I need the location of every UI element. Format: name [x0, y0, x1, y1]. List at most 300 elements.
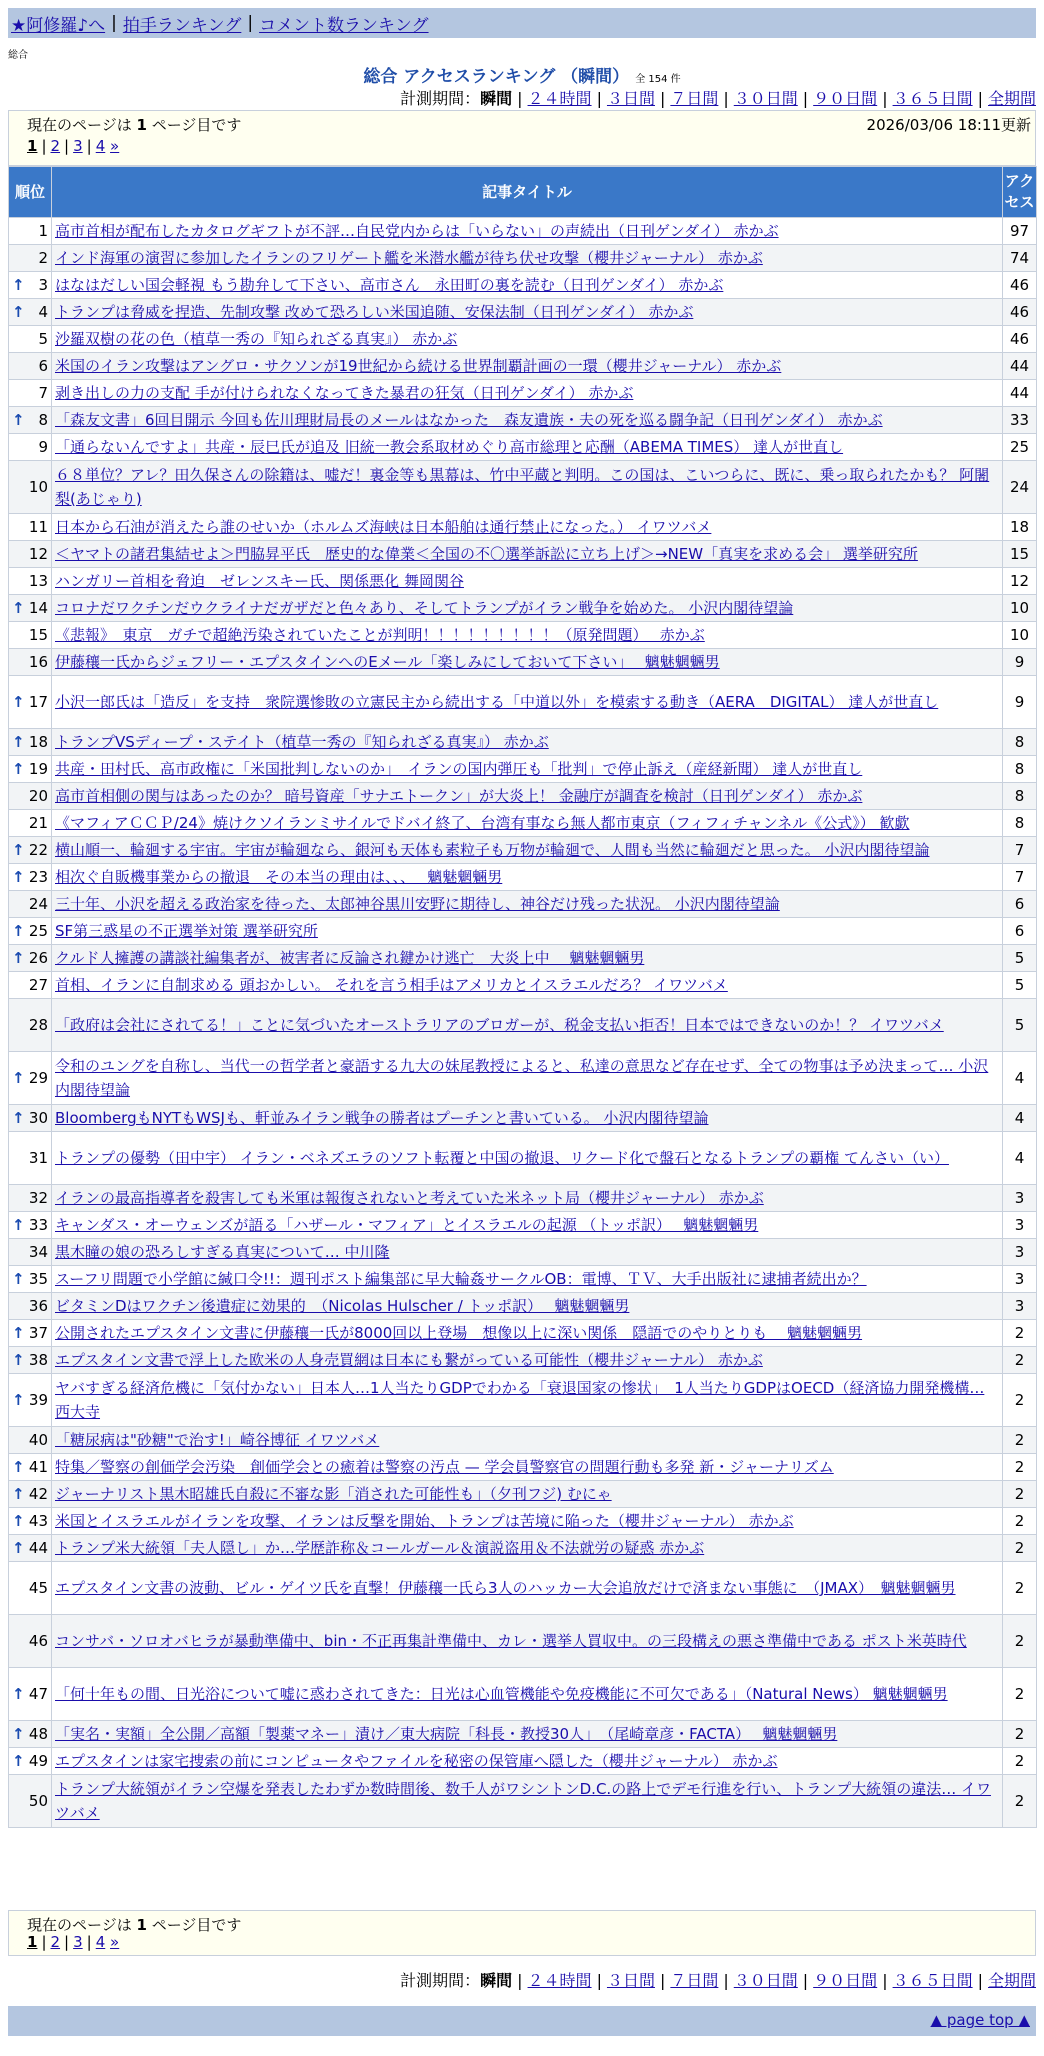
rank-number: 20 [28, 787, 48, 805]
rank-up-arrow-icon: ↑ [12, 693, 25, 711]
rank-cell [9, 595, 52, 622]
access-count: 2 [1003, 1562, 1037, 1615]
article-link[interactable]: ビタミンDはワクチン後遺症に効果的 （Nicolas Hulscher / トッポ訳） 魑魅魍魎男 [55, 1297, 630, 1315]
rank-number: 7 [38, 384, 48, 402]
table-row [9, 1508, 1037, 1535]
rank-up-arrow-icon: ↑ [12, 1512, 25, 1530]
rank-up-arrow-icon: ↑ [12, 411, 25, 429]
table-row [9, 380, 1037, 407]
period-current: 瞬間 [480, 1971, 513, 1990]
period-option[interactable]: ３０日間 [733, 89, 798, 108]
page-link[interactable]: 4 [95, 137, 106, 155]
article-link[interactable]: エプスタインは家宅捜索の前にコンピュータやファイルを秘密の保管庫へ隠した（櫻井ジャーナル） 赤かぶ [55, 1752, 778, 1770]
rank-up-arrow-icon: ↑ [12, 276, 25, 294]
page-separator: | [41, 137, 47, 155]
rank-number: 2 [38, 249, 48, 267]
period-option[interactable]: ３０日間 [733, 1971, 798, 1990]
total-count: 全 154 件 [635, 74, 681, 85]
rank-number: 21 [28, 814, 48, 832]
article-link[interactable]: 「森友文書」6回目開示 今回も佐川理財局長のメールはなかった 森友遺族・夫の死を巡る闘争記（日刊ゲンダイ） 赤かぶ [55, 411, 883, 429]
rank-number: 39 [28, 1391, 48, 1409]
title-cell [52, 1132, 1003, 1185]
article-link[interactable]: トランプの優勢（田中宇） イラン・ベネズエラのソフト転覆と中国の撤退、リクード化で盤石となるトランプの覇権 てんさい（い） [55, 1149, 949, 1167]
rank-up-arrow-icon: ↑ [12, 922, 25, 940]
table-row [9, 810, 1037, 837]
page-link[interactable]: 3 [73, 137, 83, 155]
period-option[interactable]: ７日間 [670, 1971, 719, 1990]
article-link[interactable]: 小沢一郎氏は「造反」を支持 衆院選惨敗の立憲民主から続出する「中道以外」を模索する動き（AERA DIGITAL） 達人が世直し [55, 693, 939, 711]
page-title [0, 62, 1044, 87]
access-count: 2 [1003, 1320, 1037, 1347]
title-cell [52, 1481, 1003, 1508]
access-count: 74 [1003, 245, 1037, 272]
access-count: 7 [1003, 837, 1037, 864]
access-count: 33 [1003, 407, 1037, 434]
page-status-prefix: 現在のページは [27, 1916, 132, 1934]
title-cell [52, 514, 1003, 541]
article-link[interactable]: 共産・田村氏、高市政権に「米国批判しないのか」 イランの国内弾圧も「批判」で停止訴え（産経新聞） 達人が世直し [55, 760, 863, 778]
period-separator: | [517, 89, 523, 108]
table-row [9, 541, 1037, 568]
period-option[interactable]: ２４時間 [527, 1971, 592, 1990]
home-link[interactable]: ★阿修羅♪へ [11, 15, 106, 36]
rank-number: 31 [28, 1149, 48, 1167]
pager-top [8, 110, 1036, 166]
table-row [9, 622, 1037, 649]
page-link[interactable]: 2 [50, 137, 61, 155]
table-row [9, 1721, 1037, 1748]
article-link[interactable]: ジャーナリスト黒木昭雄氏自殺に不審な影「消された可能性も」（夕刊フジ) むにゃ [55, 1485, 612, 1503]
page-link[interactable]: 2 [50, 1933, 61, 1951]
next-page-link[interactable]: » [110, 137, 120, 155]
title-cell [52, 810, 1003, 837]
title-cell [52, 649, 1003, 676]
footer-bar [8, 2006, 1036, 2036]
ranking-table [8, 166, 1037, 1828]
title-cell [52, 1535, 1003, 1562]
table-row [9, 1320, 1037, 1347]
table-row [9, 1239, 1037, 1266]
rank-up-arrow-icon: ↑ [12, 1216, 25, 1234]
page-separator: | [64, 137, 70, 155]
rank-cell [9, 1427, 52, 1454]
article-link[interactable]: 剥き出しの力の支配 手が付けられなくなってきた暴君の狂気（日刊ゲンダイ） 赤かぶ [55, 384, 634, 402]
page-separator: | [86, 137, 92, 155]
title-cell [52, 326, 1003, 353]
period-option[interactable]: ７日間 [670, 89, 719, 108]
title-cell [52, 1775, 1003, 1828]
rank-number: 18 [28, 733, 48, 751]
article-link[interactable]: 米国のイラン攻撃はアングロ・サクソンが19世紀から続ける世界制覇計画の一環（櫻井ジャーナル） 赤かぶ [55, 357, 782, 375]
rank-cell [9, 1347, 52, 1374]
access-count: 46 [1003, 299, 1037, 326]
article-link[interactable]: 令和のユングを自称し、当代一の哲学者と豪語する九大の妹尾教授によると、私達の意思など存在せず、全ての物事は予め決まって… 小沢内閣待望論 [55, 1057, 989, 1099]
rank-cell [9, 1105, 52, 1132]
article-link[interactable]: 伊藤穰一氏からジェフリー・エプスタインへのEメール「楽しみにしておいて下さい」 魑魅魍魎男 [55, 653, 720, 671]
title-cell [52, 434, 1003, 461]
table-row [9, 272, 1037, 299]
article-link[interactable]: 《マフィアＣＣＰ/24》焼けクソイランミサイルでドバイ終了、台湾有事なら無人都市東京（フィフィチャンネル《公式》） 歓歔 [55, 814, 910, 832]
article-link[interactable]: 三十年、小沢を超える政治家を待った、太郎神谷黒川安野に期待し、神谷だけ残った状況。 小沢内閣待望論 [55, 895, 780, 913]
page-status [27, 114, 241, 135]
article-link[interactable]: 首相、イランに自制求める 頭おかしい。 それを言う相手はアメリカとイスラエルだろ？ イワツバメ [55, 976, 728, 994]
rank-cell [9, 1775, 52, 1828]
rank-number: 22 [28, 841, 48, 859]
title-cell [52, 1562, 1003, 1615]
period-separator: | [882, 89, 888, 108]
access-count: 15 [1003, 541, 1037, 568]
rank-cell [9, 676, 52, 729]
article-link[interactable]: コロナだワクチンだウクライナだガザだと色々あり、そしてトランプがイラン戦争を始めた。 小沢内閣待望論 [55, 599, 794, 617]
clap-ranking-link[interactable]: 拍手ランキング [122, 15, 242, 36]
access-count: 8 [1003, 783, 1037, 810]
rank-up-arrow-icon: ↑ [12, 760, 25, 778]
article-link[interactable]: トランプ米大統領「夫人隠し」か…学歴詐称＆コールガール＆演説盗用＆不法就労の疑惑 赤かぶ [55, 1539, 705, 1557]
page-current: 1 [27, 137, 38, 155]
rank-number: 12 [28, 545, 48, 563]
title-cell [52, 1668, 1003, 1721]
rank-cell [9, 1668, 52, 1721]
article-link[interactable]: 黒木瞳の娘の恐ろしすぎる真実について… 中川隆 [55, 1243, 390, 1261]
article-link[interactable]: 高市首相側の関与はあったのか？ 暗号資産「サナエトークン」が大炎上！ 金融庁が調査を検討（日刊ゲンダイ） 赤かぶ [55, 787, 863, 805]
rank-cell [9, 972, 52, 999]
article-link[interactable]: キャンダス・オーウェンズが語る「ハザール・マフィア」とイスラエルの起源 （トッポ訳） 魑魅魍魎男 [55, 1216, 759, 1234]
rank-number: 33 [28, 1216, 48, 1234]
article-link[interactable]: 「糖尿病は"砂糖"で治す!」崎谷博征 イワツバメ [55, 1431, 380, 1449]
rank-cell [9, 326, 52, 353]
article-link[interactable]: クルド人擁護の講談社編集者が、被害者に反論され鍵かけ逃亡 大炎上中 魑魅魍魎男 [55, 949, 645, 967]
access-count: 4 [1003, 1105, 1037, 1132]
period-separator: | [723, 89, 729, 108]
page-status-suffix: ページ目です [151, 116, 242, 134]
title-cell [52, 299, 1003, 326]
rank-number: 32 [28, 1189, 48, 1207]
rank-cell [9, 1748, 52, 1775]
rank-up-arrow-icon: ↑ [12, 1485, 25, 1503]
rank-cell [9, 434, 52, 461]
title-cell [52, 1239, 1003, 1266]
table-row [9, 353, 1037, 380]
access-count: 8 [1003, 729, 1037, 756]
table-row [9, 1562, 1037, 1615]
rank-number: 44 [28, 1539, 48, 1557]
updated-timestamp: 2026/03/06 18:11更新 [866, 116, 1031, 134]
table-row [9, 1615, 1037, 1668]
access-count: 44 [1003, 380, 1037, 407]
table-row [9, 756, 1037, 783]
rank-up-arrow-icon: ↑ [12, 1725, 25, 1743]
period-option[interactable]: ３６５日間 [892, 89, 973, 108]
table-row [9, 864, 1037, 891]
title-cell [52, 999, 1003, 1052]
title-cell [52, 595, 1003, 622]
comment-ranking-link[interactable]: コメント数ランキング [259, 15, 429, 36]
article-link[interactable]: 沙羅双樹の花の色（植草一秀の『知られざる真実』） 赤かぶ [55, 330, 458, 348]
table-row [9, 595, 1037, 622]
article-link[interactable]: 特集／警察の創価学会汚染 創価学会との癒着は警察の汚点 — 学会員警察官の問題行動も多発 新・ジャーナリズム [55, 1458, 834, 1476]
article-link[interactable]: イランの最高指導者を殺害しても米軍は報復されないと考えていた米ネット局（櫻井ジャーナル） 赤かぶ [55, 1189, 764, 1207]
access-count: 9 [1003, 676, 1037, 729]
title-cell [52, 1266, 1003, 1293]
title-cell [52, 1347, 1003, 1374]
period-option[interactable]: ９０日間 [813, 89, 878, 108]
article-link[interactable]: 米国とイスラエルがイランを攻撃、イランは反撃を開始、トランプは苦境に陥った（櫻井ジャーナル） 赤かぶ [55, 1512, 794, 1530]
article-link[interactable]: インド海軍の演習に参加したイランのフリゲート艦を米潜水艦が待ち伏せ攻撃（櫻井ジャーナル） 赤かぶ [55, 249, 763, 267]
page-top-link[interactable]: ▲ page top ▲ [930, 2011, 1030, 2029]
article-link[interactable]: エプスタイン文書で浮上した欧米の人身売買網は日本にも繋がっている可能性（櫻井ジャーナル） 赤かぶ [55, 1351, 763, 1369]
period-separator: | [596, 1971, 602, 1990]
page-separator: | [64, 1933, 70, 1951]
rank-cell [9, 837, 52, 864]
table-row [9, 461, 1037, 514]
table-row [9, 649, 1037, 676]
page-status-number: 1 [136, 116, 147, 134]
article-link[interactable]: トランプは脅威を捏造、先制攻撃 改めて恐ろしい米国追随、安保法制（日刊ゲンダイ） 赤かぶ [55, 303, 694, 321]
table-row [9, 245, 1037, 272]
period-separator: | [802, 89, 809, 108]
article-link[interactable]: 高市首相が配布したカタログギフトが不評…自民党内からは「いらない」の声続出（日刊ゲンダイ） 赤かぶ [55, 222, 779, 240]
article-link[interactable]: 相次ぐ自販機事業からの撤退 その本当の理由は、、、 魑魅魍魎男 [55, 868, 503, 886]
article-link[interactable]: エプスタイン文書の波動、ビル・ゲイツ氏を直撃！伊藤穰一氏ら3人のハッカー大会追放だけで済まない事態に （JMAX） 魑魅魍魎男 [55, 1579, 956, 1597]
table-row [9, 1775, 1037, 1828]
page-current: 1 [27, 1933, 38, 1951]
article-link[interactable]: コンサバ・ソロオバヒラが暴動準備中、bin・不正再集計準備中、カレ・選挙人買収中。の三段構えの悪さ準備中である ポスト米英時代 [55, 1632, 967, 1650]
rank-up-arrow-icon: ↑ [12, 949, 25, 967]
access-count: 18 [1003, 514, 1037, 541]
table-row [9, 1481, 1037, 1508]
title-cell [52, 1721, 1003, 1748]
article-link[interactable]: スーフリ問題で小学館に緘口令!!：週刊ポスト編集部に早大輪姦サークルOB：電博、ＴＶ、大手出版社に逮捕者続出か？ [55, 1270, 867, 1288]
rank-cell [9, 649, 52, 676]
access-count: 10 [1003, 622, 1037, 649]
period-option[interactable]: ２４時間 [527, 89, 592, 108]
rank-cell [9, 622, 52, 649]
access-count: 7 [1003, 864, 1037, 891]
article-link[interactable]: トランプVSディープ・ステイト（植草一秀の『知られざる真実』） 赤かぶ [55, 733, 549, 751]
rank-up-arrow-icon: ↑ [12, 868, 25, 886]
table-row [9, 1212, 1037, 1239]
title-cell [52, 1320, 1003, 1347]
title-cell [52, 837, 1003, 864]
rank-number: 29 [28, 1069, 48, 1087]
rank-number: 16 [28, 653, 48, 671]
rank-number: 45 [28, 1579, 48, 1597]
rank-up-arrow-icon: ↑ [12, 1752, 25, 1770]
pager-bottom [8, 1910, 1036, 1956]
rank-cell [9, 1052, 52, 1105]
rank-number: 38 [28, 1351, 48, 1369]
title-cell [52, 1185, 1003, 1212]
table-row [9, 568, 1037, 595]
rank-number: 23 [28, 868, 48, 886]
rank-number: 5 [38, 330, 48, 348]
title-cell [52, 568, 1003, 595]
access-count: 3 [1003, 1239, 1037, 1266]
article-link[interactable]: トランプ大統領がイラン空爆を発表したわずか数時間後、数千人がワシントンD.C.の路上でデモ行進を行い、トランプ大統領の違法… イワツバメ [55, 1780, 991, 1822]
title-cell [52, 1508, 1003, 1535]
article-link[interactable]: 横山順一、輪廻する宇宙。宇宙が輪廻なら、銀河も天体も素粒子も万物が輪廻で、人間も当然に輪廻だと思った。 小沢内閣待望論 [55, 841, 930, 859]
access-count: 5 [1003, 999, 1037, 1052]
rank-cell [9, 1239, 52, 1266]
access-count: 2 [1003, 1668, 1037, 1721]
rank-cell [9, 729, 52, 756]
page-link[interactable]: 3 [73, 1933, 83, 1951]
rank-up-arrow-icon: ↑ [12, 1458, 25, 1476]
rank-cell [9, 1481, 52, 1508]
rank-number: 17 [28, 693, 48, 711]
rank-number: 4 [38, 303, 48, 321]
rank-cell [9, 407, 52, 434]
rank-number: 1 [38, 222, 48, 240]
access-count: 5 [1003, 972, 1037, 999]
title-header: 記事タイトル [52, 167, 1003, 218]
rank-cell [9, 1212, 52, 1239]
rank-cell [9, 1320, 52, 1347]
table-row [9, 999, 1037, 1052]
title-cell [52, 1293, 1003, 1320]
access-count: 5 [1003, 945, 1037, 972]
table-row [9, 1748, 1037, 1775]
period-option[interactable]: ９０日間 [813, 1971, 878, 1990]
rank-cell [9, 783, 52, 810]
next-page-link[interactable]: » [110, 1933, 120, 1951]
access-count: 6 [1003, 891, 1037, 918]
page-link[interactable]: 4 [95, 1933, 106, 1951]
access-count: 44 [1003, 353, 1037, 380]
rank-number: 28 [28, 1016, 48, 1034]
table-row [9, 972, 1037, 999]
article-link[interactable]: 日本から石油が消えたら誰のせいか（ホルムズ海峡は日本船舶は通行禁止になった。） イワツバメ [55, 518, 712, 536]
period-separator: | [977, 89, 983, 108]
top-nav [8, 8, 1036, 38]
access-count: 2 [1003, 1721, 1037, 1748]
table-row [9, 1535, 1037, 1562]
table-row [9, 1105, 1037, 1132]
rank-cell [9, 299, 52, 326]
rank-cell [9, 541, 52, 568]
rank-cell [9, 999, 52, 1052]
page-title-text: 総合 アクセスランキング （瞬間） [363, 67, 630, 87]
access-count: 2 [1003, 1508, 1037, 1535]
period-option[interactable]: 全期間 [987, 1971, 1036, 1990]
access-count: 97 [1003, 218, 1037, 245]
rank-cell [9, 945, 52, 972]
table-row [9, 891, 1037, 918]
article-link[interactable]: 「実名・実額」全公開／高額「製薬マネー」漬け／東大病院「科長・教授30人」 （尾崎章彦・FACTA） 魑魅魍魎男 [55, 1725, 838, 1743]
page-links [27, 1933, 119, 1951]
rank-cell [9, 568, 52, 595]
period-option[interactable]: ３６５日間 [892, 1971, 973, 1990]
rank-cell [9, 514, 52, 541]
access-count: 8 [1003, 756, 1037, 783]
title-cell [52, 729, 1003, 756]
rank-number: 19 [28, 760, 48, 778]
access-count: 2 [1003, 1775, 1037, 1828]
rank-cell [9, 380, 52, 407]
rank-number: 49 [28, 1752, 48, 1770]
rank-number: 10 [28, 478, 48, 496]
table-row [9, 1293, 1037, 1320]
title-cell [52, 272, 1003, 299]
rank-number: 25 [28, 922, 48, 940]
page-separator: | [41, 1933, 47, 1951]
article-link[interactable]: ＜ヤマトの諸君集結せよ＞門脇昇平氏 歴史的な偉業＜全国の不〇選挙訴訟に立ち上げ＞→NEW「真実を求める会」 選挙研究所 [55, 545, 918, 563]
title-cell [52, 1052, 1003, 1105]
article-link[interactable]: 「通らないんですよ」共産・辰巳氏が追及 旧統一教会系取材めぐり高市総理と応酬（ABEMA TIMES） 達人が世直し [55, 438, 844, 456]
rank-number: 27 [28, 976, 48, 994]
page-status-prefix: 現在のページは [27, 116, 132, 134]
article-link[interactable]: BloombergもNYTもWSJも、軒並みイラン戦争の勝者はプーチンと書いている。 小沢内閣待望論 [55, 1109, 709, 1127]
title-cell [52, 1105, 1003, 1132]
rank-up-arrow-icon: ↑ [12, 599, 25, 617]
access-header: アクセス [1003, 167, 1037, 218]
period-separator: | [802, 1971, 809, 1990]
table-row [9, 1132, 1037, 1185]
rank-number: 9 [38, 438, 48, 456]
access-count: 2 [1003, 1748, 1037, 1775]
access-count: 9 [1003, 649, 1037, 676]
rank-cell [9, 756, 52, 783]
table-row [9, 1266, 1037, 1293]
rank-cell [9, 864, 52, 891]
article-link[interactable]: ６８単位？アレ？田久保さんの除籍は、嘘だ！裏金等も黒幕は、竹中平蔵と判明。この国は、こいつらに、既に、乗っ取られたかも？ 阿闍梨(あじゃり) [55, 466, 990, 508]
rank-number: 46 [28, 1632, 48, 1650]
period-option[interactable]: 全期間 [987, 89, 1036, 108]
title-cell [52, 245, 1003, 272]
title-cell [52, 972, 1003, 999]
table-row [9, 837, 1037, 864]
period-option[interactable]: ３日間 [606, 1971, 655, 1990]
period-separator: | [723, 1971, 729, 1990]
rank-number: 35 [28, 1270, 48, 1288]
access-count: 2 [1003, 1535, 1037, 1562]
article-link[interactable]: 《悲報》 東京 ガチで超絶汚染されていたことが判明！！！！！！！！！（原発問題） 赤かぶ [55, 626, 705, 644]
article-link[interactable]: ヤバすぎる経済危機に「気付かない」日本人…1人当たりGDPでわかる「衰退国家の惨状」 1人当たりGDPはOECD（経済協力開発機構… 西大寺 [55, 1379, 985, 1421]
rank-up-arrow-icon: ↑ [12, 841, 25, 859]
title-cell [52, 407, 1003, 434]
article-link[interactable]: 「政府は会社にされてる！」ことに気づいたオーストラリアのブロガーが、税金支払い拒否！日本ではできないのか！？ イワツバメ [55, 1016, 944, 1034]
table-row [9, 1668, 1037, 1721]
table-row [9, 729, 1037, 756]
rank-number: 48 [28, 1725, 48, 1743]
access-count: 2 [1003, 1427, 1037, 1454]
page-status-suffix: ページ目です [151, 1916, 242, 1934]
rank-cell [9, 1266, 52, 1293]
rank-number: 13 [28, 572, 48, 590]
rank-up-arrow-icon: ↑ [12, 1539, 25, 1557]
article-link[interactable]: はなはだしい国会軽視 もう勘弁して下さい、高市さん 永田町の裏を読む（日刊ゲンダイ） 赤かぶ [55, 276, 724, 294]
article-link[interactable]: ハンガリー首相を脅迫 ゼレンスキー氏、関係悪化 舞岡関谷 [55, 572, 464, 590]
table-row [9, 1052, 1037, 1105]
title-cell [52, 541, 1003, 568]
title-cell [52, 1748, 1003, 1775]
article-link[interactable]: SF第三惑星の不正選挙対策 選挙研究所 [55, 922, 318, 940]
rank-cell [9, 461, 52, 514]
title-cell [52, 756, 1003, 783]
article-link[interactable]: 公開されたエプスタイン文書に伊藤穰一氏が8000回以上登場 想像以上に深い関係 隠語でのやりとりも 魑魅魍魎男 [55, 1324, 863, 1342]
article-link[interactable]: 「何十年もの間、日光浴について嘘に惑わされてきた：日光は心血管機能や免疫機能に不可欠である」（Natural News） 魑魅魍魎男 [55, 1685, 948, 1703]
rank-cell [9, 891, 52, 918]
access-count: 2 [1003, 1347, 1037, 1374]
period-current: 瞬間 [480, 89, 513, 108]
title-cell [52, 353, 1003, 380]
title-cell [52, 1615, 1003, 1668]
period-option[interactable]: ３日間 [606, 89, 655, 108]
access-count: 46 [1003, 272, 1037, 299]
table-row [9, 783, 1037, 810]
rank-up-arrow-icon: ↑ [12, 1324, 25, 1342]
rank-number: 6 [38, 357, 48, 375]
